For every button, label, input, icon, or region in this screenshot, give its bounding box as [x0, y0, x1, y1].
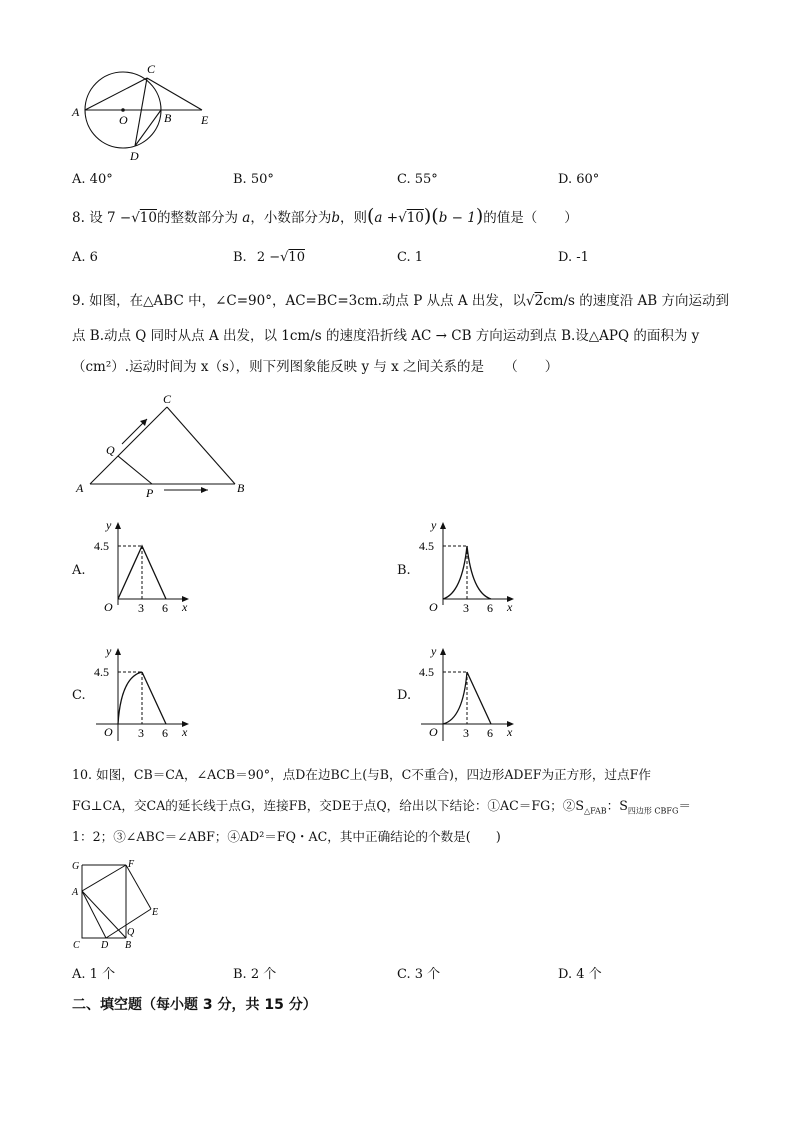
q8-text-2: 的整数部分为 — [156, 210, 238, 226]
q10-option-d-letter: D. — [558, 967, 573, 982]
q8-option-c-letter: C. — [397, 250, 411, 265]
q9-line-1-rad: 2 — [534, 293, 544, 309]
q9-option-c-letter: C. — [72, 688, 86, 703]
q10-sub-1: △FAB — [583, 806, 607, 816]
q10-option-d-text: 4 个 — [576, 967, 602, 982]
q10-option-c — [397, 963, 440, 982]
q7-option-b-letter: B. — [233, 172, 247, 187]
q9-graph-a — [88, 515, 198, 615]
q7-label-a: A — [72, 105, 80, 119]
q10-option-a — [72, 963, 115, 982]
q8-expr-3: b − 1 — [438, 210, 476, 226]
q10-label-c: C — [73, 940, 80, 951]
q8-option-a-letter: A. — [72, 250, 86, 265]
q9-graph-a-origin: O — [104, 600, 113, 614]
q9-option-b-letter: B. — [397, 563, 411, 578]
q9-graph-c — [88, 641, 198, 741]
q9-line-1 — [72, 292, 729, 310]
q9-option-a-letter: A. — [72, 563, 86, 578]
q10-option-c-text: 3 个 — [414, 967, 441, 982]
q10-option-a-letter: A. — [72, 967, 86, 982]
q9-graph-a-xlabel: x — [182, 600, 188, 614]
q7-option-a-text: 40° — [89, 172, 113, 187]
q8-option-b-text: 2 − — [256, 250, 281, 265]
q8-option-a — [72, 250, 98, 265]
q7-option-b-text: 50° — [250, 172, 274, 187]
q10-label-b: B — [125, 940, 132, 951]
q8-option-b-rad: 10 — [288, 250, 305, 265]
q10-option-b-letter: B. — [233, 967, 247, 982]
q9-line-1a: 9. 如图，在△ABC 中，∠C=90°，AC=BC=3cm.动点 P 从点 A 出发，以 — [72, 293, 526, 309]
q8-text-3: ，小数部分为 — [250, 210, 332, 226]
q10-label-f: F — [128, 859, 135, 870]
q7-circle-figure — [66, 58, 226, 168]
q9-option-d-letter: D. — [397, 688, 412, 703]
q8-option-d — [558, 250, 589, 265]
q10-label-d: D — [101, 940, 109, 951]
q9-graph-c-origin: O — [104, 725, 113, 739]
q7-option-b — [233, 172, 274, 187]
q9-graph-a-ytick: 4.5 — [94, 539, 109, 553]
q10-line-2-end: ＝ — [678, 798, 691, 813]
q7-option-d-letter: D. — [558, 172, 573, 187]
q7-label-d: D — [130, 149, 139, 163]
q9-graph-d-xtick2: 6 — [487, 726, 493, 740]
q10-option-d — [558, 963, 602, 982]
q10-line-1: 10. 如图，CB＝CA，∠ACB＝90°，点D在边BC上(与B，C不重合)，四边形ADEF为正方形，过点F作 — [72, 767, 651, 782]
q9-label-p: P — [146, 486, 154, 500]
q9-graph-d-xlabel: x — [507, 725, 513, 739]
q9-label-a: A — [76, 481, 84, 495]
q8-number: 8. — [72, 210, 85, 226]
q8-var-b: b — [331, 210, 340, 226]
q8-stem — [72, 207, 578, 227]
q7-option-d-text: 60° — [576, 172, 600, 187]
q9-line-3: （cm²）.运动时间为 x（s），则下列图象能反映 y 与 x 之间关系的是 （ ） — [72, 359, 559, 375]
q8-var-a: a — [242, 210, 251, 226]
q8-option-a-text: 6 — [89, 250, 98, 265]
q9-graph-d — [413, 641, 523, 741]
section-2-heading: 二、填空题（每小题 3 分，共 15 分） — [72, 997, 317, 1013]
q10-option-b-text: 2 个 — [250, 967, 277, 982]
q7-label-c: C — [147, 62, 156, 76]
q10-line-2-main: FG⊥CA，交CA的延长线于点G，连接FB，交DE于点Q，给出以下结论：①AC＝FG；②S — [72, 798, 584, 813]
q8-paren-open-1: ( — [367, 205, 375, 227]
q9-graph-a-xtick2: 6 — [162, 601, 168, 615]
q7-option-a-letter: A. — [72, 172, 86, 187]
q8-option-c-text: 1 — [414, 250, 424, 265]
q8-expr-2: a + — [374, 210, 399, 226]
q9-graph-b-xtick1: 3 — [463, 601, 469, 615]
q9-graph-b-xlabel: x — [507, 600, 513, 614]
q8-rad-1: 10 — [139, 210, 157, 226]
q9-label-c: C — [163, 392, 172, 406]
q9-graph-c-xlabel: x — [182, 725, 188, 739]
q10-label-g: G — [72, 861, 80, 872]
q8-option-d-text: -1 — [576, 250, 589, 265]
q8-option-d-letter: D. — [558, 250, 573, 265]
q8-option-b-letter: B. — [233, 250, 247, 265]
q9-graph-b — [413, 515, 523, 615]
q10-option-a-text: 1 个 — [89, 967, 116, 982]
q10-label-q: Q — [127, 927, 135, 938]
q8-text-1: 设 — [89, 210, 103, 226]
q9-graph-a-xtick1: 3 — [138, 601, 144, 615]
q10-square-figure — [68, 855, 168, 955]
q7-option-c-text: 55° — [414, 172, 438, 187]
q9-graph-c-ytick: 4.5 — [94, 665, 109, 679]
q9-graph-b-xtick2: 6 — [487, 601, 493, 615]
q9-label-q: Q — [106, 443, 115, 457]
q7-label-b: B — [164, 111, 172, 125]
q8-option-b-sqrt: √ — [280, 250, 289, 265]
q9-line-2: 点 B.动点 Q 同时从点 A 出发，以 1cm/s 的速度沿折线 AC → CB 方向运动到点 B.设△APQ 的面积为 y — [72, 328, 700, 344]
q10-line-3: 1：2；③∠ABC＝∠ABF；④AD²＝FQ・AC，其中正确结论的个数是( ) — [72, 829, 501, 844]
q8-option-c — [397, 250, 423, 265]
q9-graph-c-xtick1: 3 — [138, 726, 144, 740]
q9-sqrt-sign: √ — [525, 293, 535, 309]
q10-option-c-letter: C. — [397, 967, 411, 982]
q9-graph-a-ylabel: y — [106, 518, 112, 532]
q8-expr-1: 7 − — [106, 210, 132, 226]
q9-graph-d-xtick1: 3 — [463, 726, 469, 740]
q8-option-b — [233, 250, 305, 265]
q9-graph-d-ytick: 4.5 — [419, 665, 434, 679]
q8-paren-close-2: ) — [475, 205, 484, 227]
q10-line-2-mid: ：S — [606, 798, 628, 813]
q9-graph-c-xtick2: 6 — [162, 726, 168, 740]
q9-graph-d-ylabel: y — [431, 644, 437, 658]
q9-graph-d-origin: O — [429, 725, 438, 739]
q10-option-b — [233, 963, 276, 982]
q8-paren-close-1: )( — [423, 205, 439, 227]
q7-option-c — [397, 172, 438, 187]
q8-rad-2: 10 — [406, 210, 424, 226]
q9-triangle-figure — [70, 390, 260, 500]
q9-graph-b-ytick: 4.5 — [419, 539, 434, 553]
q10-line-2 — [72, 797, 691, 821]
q9-graph-c-ylabel: y — [106, 644, 112, 658]
q10-label-e: E — [152, 907, 159, 918]
q10-label-a: A — [72, 887, 79, 898]
q8-text-4: ，则 — [340, 210, 367, 226]
q7-label-e: E — [201, 113, 209, 127]
q9-line-1b: cm/s 的速度沿 AB 方向运动到 — [543, 293, 730, 309]
q9-graph-b-origin: O — [429, 600, 438, 614]
q7-label-o: O — [119, 113, 128, 127]
q8-sqrt-sign: √ — [131, 210, 140, 226]
q8-text-5: 的值是（ ） — [483, 210, 578, 226]
q7-option-d — [558, 172, 599, 187]
q10-sub-2: 四边形 CBFG — [627, 806, 679, 816]
q7-option-a — [72, 172, 113, 187]
q8-sqrt-sign-2: √ — [398, 210, 407, 226]
q9-graph-b-ylabel: y — [431, 518, 437, 532]
q7-option-c-letter: C. — [397, 172, 411, 187]
q9-label-b: B — [237, 481, 245, 495]
